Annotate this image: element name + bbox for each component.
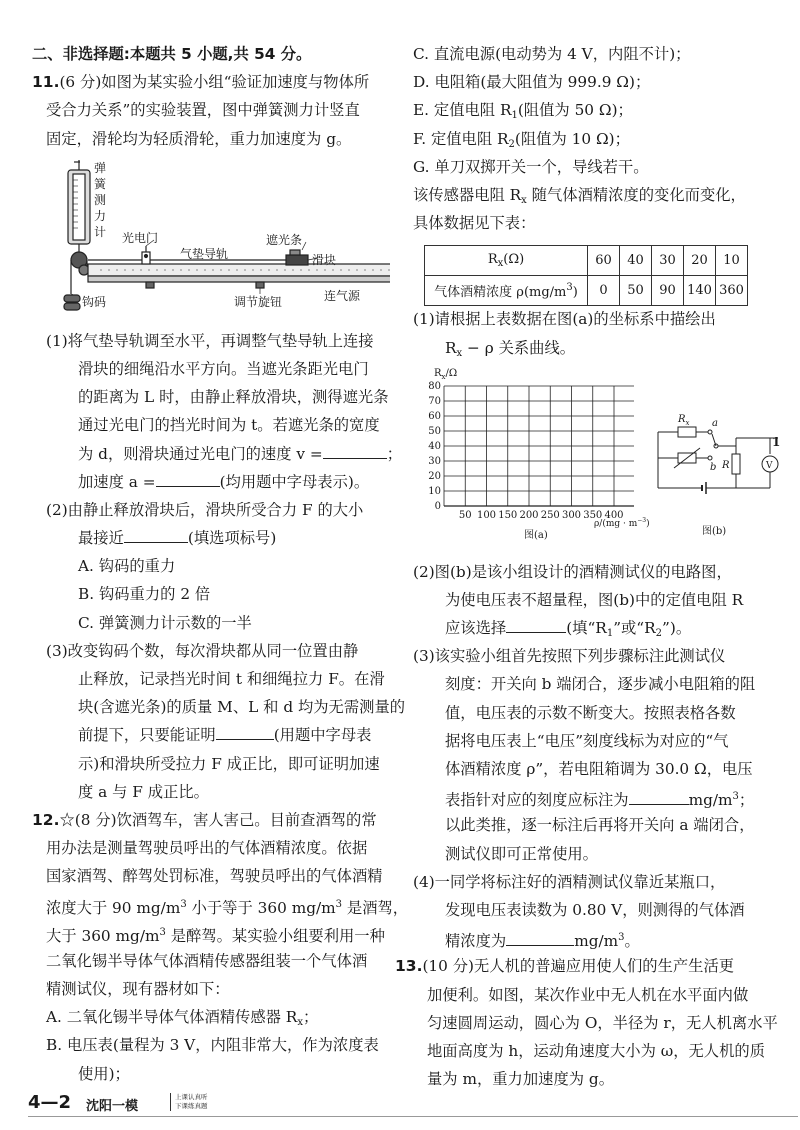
q12-p4-line-2: 发现电压表读数为 0.80 V，则测得的气体酒 [445, 900, 745, 919]
shade-strip-label: 遮光条 [266, 233, 303, 247]
footer-rule [28, 1116, 798, 1117]
hook-weight-label: 钩码 [82, 295, 107, 309]
q11-apparatus-figure [60, 160, 390, 335]
table-row-concentration [425, 276, 748, 306]
x-tick-label: 50 [458, 510, 472, 521]
slider-block [286, 255, 308, 265]
q12-item-g: G. 单刀双掷开关一个，导线若干。 [413, 157, 649, 176]
table-row-rx [425, 246, 748, 276]
q12-item-c: C. 直流电源(电动势为 4 V，内阻不计)； [413, 45, 691, 63]
q13-line-3: 匀速圆周运动，圆心为 O，半径为 r，无人机离水平 [427, 1013, 778, 1032]
q12-line-7: 精测试仪，现有器材如下： [46, 980, 230, 999]
y-tick-label: 70 [428, 396, 441, 407]
x-tick-label: 100 [476, 510, 497, 521]
air-track-label: 气垫导轨 [180, 247, 229, 261]
right-column [395, 40, 778, 1093]
q11-option-b: B. 钩码重力的 2 倍 [78, 585, 211, 604]
q11-p1-line-5: 为 d，则滑块通过光电门的速度 v = ； [32, 440, 390, 468]
hook-weight [64, 295, 80, 302]
table-cell: 90 [652, 276, 684, 306]
q11-p1-line-4: 通过光电门的挡光时间为 t。若遮光条的宽度 [78, 416, 380, 435]
terminal-b-label: b [710, 462, 717, 473]
q11-p1-line-1: (1)将气垫导轨调至水平，再调整气垫导轨上连接 [46, 331, 374, 350]
q12-table-intro-2: 具体数据见下表： [413, 214, 536, 233]
q12-p3-line-5: 体酒精浓度 ρ”，若电阻箱调为 30.0 Ω，电压 [445, 760, 753, 778]
q11-p3-line-1: (3)改变钩码个数，每次滑块都从同一位置由静 [46, 641, 359, 660]
q12-p2-line-3: 应该选择 (填“$R_1$”或“$R_2$”)。 [413, 614, 777, 642]
table-cell: 140 [684, 276, 716, 306]
q11-p1-line-2: 滑块的细绳沿水平方向。当遮光条距光电门 [78, 359, 369, 378]
air-source-label: 连气源 [324, 289, 361, 303]
adjust-knob-label: 调节旋钮 [234, 295, 283, 309]
q12-item-b-1: B. 电压表(量程为 3 V，内阻非常大，作为浓度表 [46, 1036, 379, 1055]
q11-p3-line-4: 前提下，只要能证明 (用题中字母表 [32, 721, 390, 749]
caption-b: 图(b) [702, 526, 727, 537]
q13-number: 13. [395, 957, 423, 976]
q13-line-5: 量为 m，重力加速度为 g。 [427, 1070, 614, 1089]
rx-concentration-table [424, 245, 748, 306]
voltmeter-label: V [766, 461, 773, 471]
x-tick-label: 250 [540, 510, 560, 521]
svg-text:Rx/Ω: $R_x/\Omega$ [434, 368, 458, 381]
q12-line-4: 浓度大于 90 $mg/m^3$ 小于等于 360 $mg/m^3$ 是酒驾， [46, 898, 409, 917]
q12-line-5: 大于 360 $mg/m^3$ 是醉驾。某实验小组要利用一种 [46, 926, 385, 945]
q13-line-1: 13.(10 分)无人机的普遍应用使人们的生产生活更 [395, 957, 735, 976]
terminal-a-label: a [712, 418, 718, 429]
q12-p1-line-2: $R_x - \rho$ 关系曲线。 [445, 338, 576, 359]
q12-p3-line-6: 表指针对应的刻度应标注为 $mg/m^3$； [413, 783, 777, 811]
svg-text:簧: 簧 [94, 177, 107, 191]
q12-line-3: 国家酒驾、醉驾处罚标准，驾驶员呼出的气体酒精 [46, 867, 383, 886]
q11-p3-line-3: 块(含遮光条)的质量 M、L 和 d 均为无需测量的 [78, 698, 406, 717]
circuit-b [650, 402, 790, 547]
q12-item-a: A. 二氧化锡半导体气体酒精传感器 $R_x$； [46, 1008, 319, 1029]
table-cell: 40 [620, 246, 652, 276]
page-number: 4—2 [28, 1092, 72, 1113]
q12-p3-line-4: 据将电压表上“电压”刻度线标为对应的“气 [445, 731, 729, 750]
q12-p3-line-1: (3)该实验小组首先按照下列步骤标注此测试仪 [413, 647, 726, 666]
x-tick-label: 350 [583, 510, 603, 521]
q12-p3-line-7: 以此类推，逐一标注后再将开关向 a 端闭合， [445, 816, 755, 835]
svg-text:ρ/(mg · m−3): $\rho/(mg \cdot m^{-3})$ [594, 517, 650, 529]
answer-blank-v[interactable] [323, 442, 387, 459]
q12-number: 12. [32, 810, 60, 829]
q11-number: 11. [32, 73, 60, 92]
rx-sensor [678, 427, 696, 437]
q12-p2-line-2: 为使电压表不超量程，图(b)中的定值电阻 R [445, 590, 744, 609]
svg-text:测: 测 [94, 193, 107, 207]
answer-blank-resistor[interactable] [506, 616, 566, 633]
q13-line-4: 地面高度为 h，运动角速度大小为 ω，无人机的质 [427, 1041, 765, 1060]
q11-line-3: 固定，滑轮均为轻质滑轮，重力加速度为 g。 [46, 129, 352, 148]
graph-a [424, 366, 664, 546]
y-tick-label: 60 [428, 411, 441, 422]
svg-text:力: 力 [94, 209, 107, 223]
q12-line-6: 二氧化锡半导体气体酒精传感器组装一个气体酒 [46, 951, 368, 970]
q11-option-c: C. 弹簧测力计示数的一半 [78, 613, 252, 632]
q12-p1-line-1: (1)请根据上表数据在图(a)的坐标系中描绘出 [413, 310, 716, 329]
q12-item-e: E. 定值电阻 $R_1$(阻值为 50 Ω)； [413, 101, 633, 122]
x-tick-label: 400 [604, 510, 624, 521]
slogan: 上课认真听 下课练真题 [170, 1093, 208, 1111]
x-tick-label: 200 [519, 510, 539, 521]
spdt-switch[interactable] [712, 434, 716, 446]
q11-p3-line-6: 度 a 与 F 成正比。 [78, 782, 209, 801]
y-tick-label: 30 [428, 456, 441, 467]
margin-marker: 1 [772, 435, 781, 449]
table-header-concentration: 气体酒精浓度 $\rho(mg/m^3)$ [425, 276, 588, 306]
y-tick-label: 10 [428, 486, 441, 497]
section-header: 二、非选择题:本题共 5 小题,共 54 分。 [32, 45, 312, 63]
page-footer [28, 1090, 388, 1120]
q12-p2-line-1: (2)图(b)是该小组设计的酒精测试仪的电路图， [413, 562, 732, 581]
y-tick-label: 50 [428, 426, 441, 437]
q12-line-2: 用办法是测量驾驶员呼出的气体酒精浓度。依据 [46, 839, 368, 858]
y-tick-label: 80 [428, 381, 441, 392]
q11-p3-line-2: 止释放，记录挡光时间 t 和细绳拉力 F。在滑 [78, 670, 385, 688]
table-header-rx: $R_x(\Omega)$ [425, 246, 588, 276]
slider-label: 滑块 [312, 253, 337, 267]
q12-line-1: 12.☆(8 分)饮酒驾车，害人害己。目前查酒驾的常 [32, 810, 377, 829]
q11-line-1: 11.(6 分)如图为某实验小组“验证加速度与物体所 [32, 73, 370, 92]
photogate-label: 光电门 [122, 231, 159, 245]
table-cell: 10 [716, 246, 748, 276]
q11-p1-line-3: 的距离为 L 时，由静止释放滑块，测得遮光条 [78, 388, 389, 407]
y-tick-label: 20 [428, 471, 441, 482]
fixed-resistor-r [732, 454, 740, 474]
answer-blank-relation[interactable] [216, 723, 274, 740]
table-cell: 20 [684, 246, 716, 276]
table-cell: 50 [620, 276, 652, 306]
q12-p3-line-8: 测试仪即可正常使用。 [445, 844, 598, 863]
x-tick-label: 150 [498, 510, 518, 521]
q12-p3-line-2: 刻度：开关向 b 端闭合，逐步减小电阻箱的阻 [445, 675, 756, 694]
book-name: 沈阳一模 [86, 1099, 139, 1114]
y-tick-label: 40 [428, 441, 441, 452]
x-tick-label: 300 [561, 510, 582, 521]
q12-table-intro-1: 该传感器电阻 $R_x$ 随气体酒精浓度的变化而变化， [413, 185, 746, 206]
q11-p2-line-1: (2)由静止释放滑块后，滑块所受合力 F 的大小 [46, 500, 364, 519]
q13-line-2: 加便利。如图，某次作业中无人机在水平面内做 [427, 985, 749, 1004]
answer-blank-scale[interactable] [629, 788, 689, 805]
caption-a: 图(a) [524, 530, 548, 541]
q11-p1-line-6: 加速度 a = (均用题中字母表示)。 [32, 468, 390, 496]
y-tick-label: 0 [434, 501, 441, 512]
q11-line-2: 受合力关系”的实验装置，图中弹簧测力计竖直 [46, 101, 360, 120]
svg-text:计: 计 [94, 225, 107, 239]
q12-p4-line-3: 精浓度为 $mg/m^3$。 [413, 924, 777, 952]
q12-p4-line-1: (4)一同学将标注好的酒精测试仪靠近某瓶口， [413, 872, 726, 891]
answer-blank-a[interactable] [156, 470, 220, 487]
r-label: R [722, 460, 730, 471]
q12-item-f: F. 定值电阻 $R_2$(阻值为 10 Ω)； [413, 129, 630, 150]
q11-p3-line-5: 示)和滑块所受拉力 F 成正比，即可证明加速 [78, 754, 380, 773]
rx-label: $R_x$ [678, 414, 690, 427]
table-cell: 0 [588, 276, 620, 306]
table-cell: 60 [588, 246, 620, 276]
table-cell: 360 [716, 276, 748, 306]
table-cell: 30 [652, 246, 684, 276]
answer-blank-option[interactable] [124, 526, 188, 543]
q11-option-a: A. 钩码的重力 [78, 557, 176, 576]
adjust-knob [256, 282, 264, 288]
q12-item-d: D. 电阻箱(最大阻值为 999.9 Ω)； [413, 73, 651, 92]
svg-text:弹: 弹 [94, 161, 107, 175]
q12-item-b-2: 使用)； [78, 1064, 130, 1083]
q11-p2-line-2: 最接近 (填选项标号) [32, 524, 390, 552]
answer-blank-concentration[interactable] [506, 929, 574, 946]
q12-p3-line-3: 值，电压表的示数不断变大。按照表格各数 [445, 703, 736, 722]
